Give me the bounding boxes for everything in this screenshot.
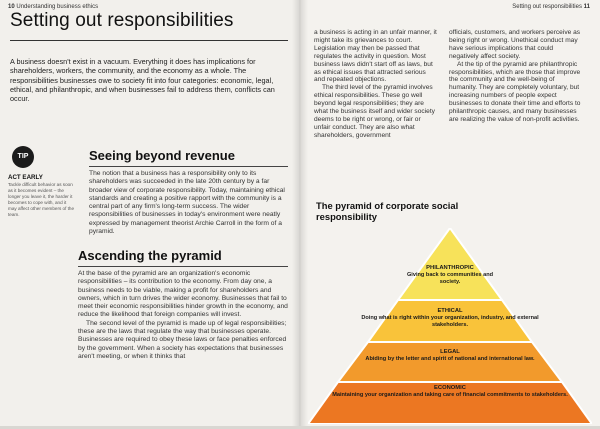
left-page-number: 10 xyxy=(8,4,15,10)
tip-heading: ACT EARLY xyxy=(8,174,43,181)
pyramid-section-body xyxy=(78,270,288,361)
body-paragraph: At the tip of the pyramid are philanthropic responsibilities, which are those that improve the community and the well-being of humanity. They are completely voluntary, but increasing numbers of people expect businesses to donate their time and efforts to philanthropic causes, and many businesses are realizing the value of non-profit activities. xyxy=(449,60,581,123)
book-gutter xyxy=(292,0,308,426)
body-paragraph: a business is acting in an unfair manner, it might take its grievances to court. Legislation may then be passed that regulates the activity in question. Most business laws didn't start off as laws, but as ethical issues that attracted serious and repeated objections. xyxy=(314,29,437,84)
section-heading-revenue: Seeing beyond revenue xyxy=(89,148,235,163)
tier-description: Abiding by the letter and spirit of national and international law. xyxy=(365,356,535,362)
pyramid-label-economic xyxy=(308,385,592,399)
right-running-head: Setting out responsibilities xyxy=(512,4,582,10)
revenue-paragraph: The notion that a business has a responsibility only to its shareholders was succeeded in the late 20th century by a far broader view of corporate responsibility. Today, maintaining ethical standards and creating a positive rapport with the community is a central part of any firm's long-term success. The wider responsibilities of businesses in today's environment were neatly expressed by management theorist Archie Carroll in the form of a pyramid. xyxy=(89,170,285,236)
csr-pyramid xyxy=(308,228,592,424)
left-running-head: Understanding business ethics xyxy=(16,4,99,10)
tier-description: Doing what is right within your organization, industry, and external stakeholders. xyxy=(361,315,539,328)
tier-description: Giving back to communities and society. xyxy=(406,272,494,285)
page-title: Setting out responsibilities xyxy=(10,10,234,31)
text-column-b xyxy=(449,29,583,124)
section-heading-pyramid: Ascending the pyramid xyxy=(78,248,222,263)
pyramid-label-ethical xyxy=(348,308,552,328)
tier-name: PHILANTHROPIC xyxy=(426,265,474,271)
tier-name: ECONOMIC xyxy=(434,385,466,391)
pyramid-tier-philanthropic xyxy=(398,228,502,300)
right-page-number: 11 xyxy=(583,4,590,10)
body-paragraph: At the base of the pyramid are an organization's economic responsibilities – its contribution to the economy. From day one, a business needs to be viable, making a profit for shareholders and owners, which in turn drives the wider economy. Businesses that fail to meet their economic responsibilities hinder growth in the economy, and reduce the likelihood that foreign companies will invest. xyxy=(78,270,288,319)
tier-name: LEGAL xyxy=(440,349,460,355)
tier-name: ETHICAL xyxy=(437,308,463,314)
text-column-a xyxy=(314,29,438,140)
body-paragraph: The third level of the pyramid involves ethical responsibilities. These go well beyond legal responsibilities; they are what the business itself and wider society deems to be right or wrong, or fair or unfair conduct. They are also what shareholders, government xyxy=(314,84,435,139)
section-divider xyxy=(78,266,288,267)
left-page xyxy=(0,0,300,426)
right-folio xyxy=(512,4,590,10)
title-divider xyxy=(10,40,288,41)
tip-text: Tackle difficult behavior as soon as it becomes evident – the longer you leave it, the harder it becomes to cope with, and it may affect other members of the team. xyxy=(8,182,75,217)
pyramid-title: The pyramid of corporate social responsibility xyxy=(316,200,459,222)
pyramid-label-philanthropic xyxy=(398,265,502,285)
pyramid-label-legal xyxy=(328,349,572,363)
tier-description: Maintaining your organization and taking care of financial commitments to stakeholders. xyxy=(332,392,568,398)
tip-badge: TIP xyxy=(12,146,34,168)
section-divider xyxy=(89,166,288,167)
intro-paragraph: A business doesn't exist in a vacuum. Everything it does has implications for shareholders, workers, the community, and the economy as a whole. The responsibilities businesses owe to society fit into four categories: economic, legal, ethical, and philanthropic, and when businesses fail to address them, conflicts can occur. xyxy=(10,57,275,104)
body-paragraph: The second level of the pyramid is made up of legal responsibilities; these are the laws that regulate the way that businesses operate. Businesses are required to obey these laws or face penalties enforced by the government. When a society has expectations that businesses aren't meeting, or when it thinks that xyxy=(78,319,287,360)
body-paragraph: officials, customers, and workers perceive as being right or wrong. Unethical conduct may have serious implications that could negatively affect society. xyxy=(449,29,581,60)
